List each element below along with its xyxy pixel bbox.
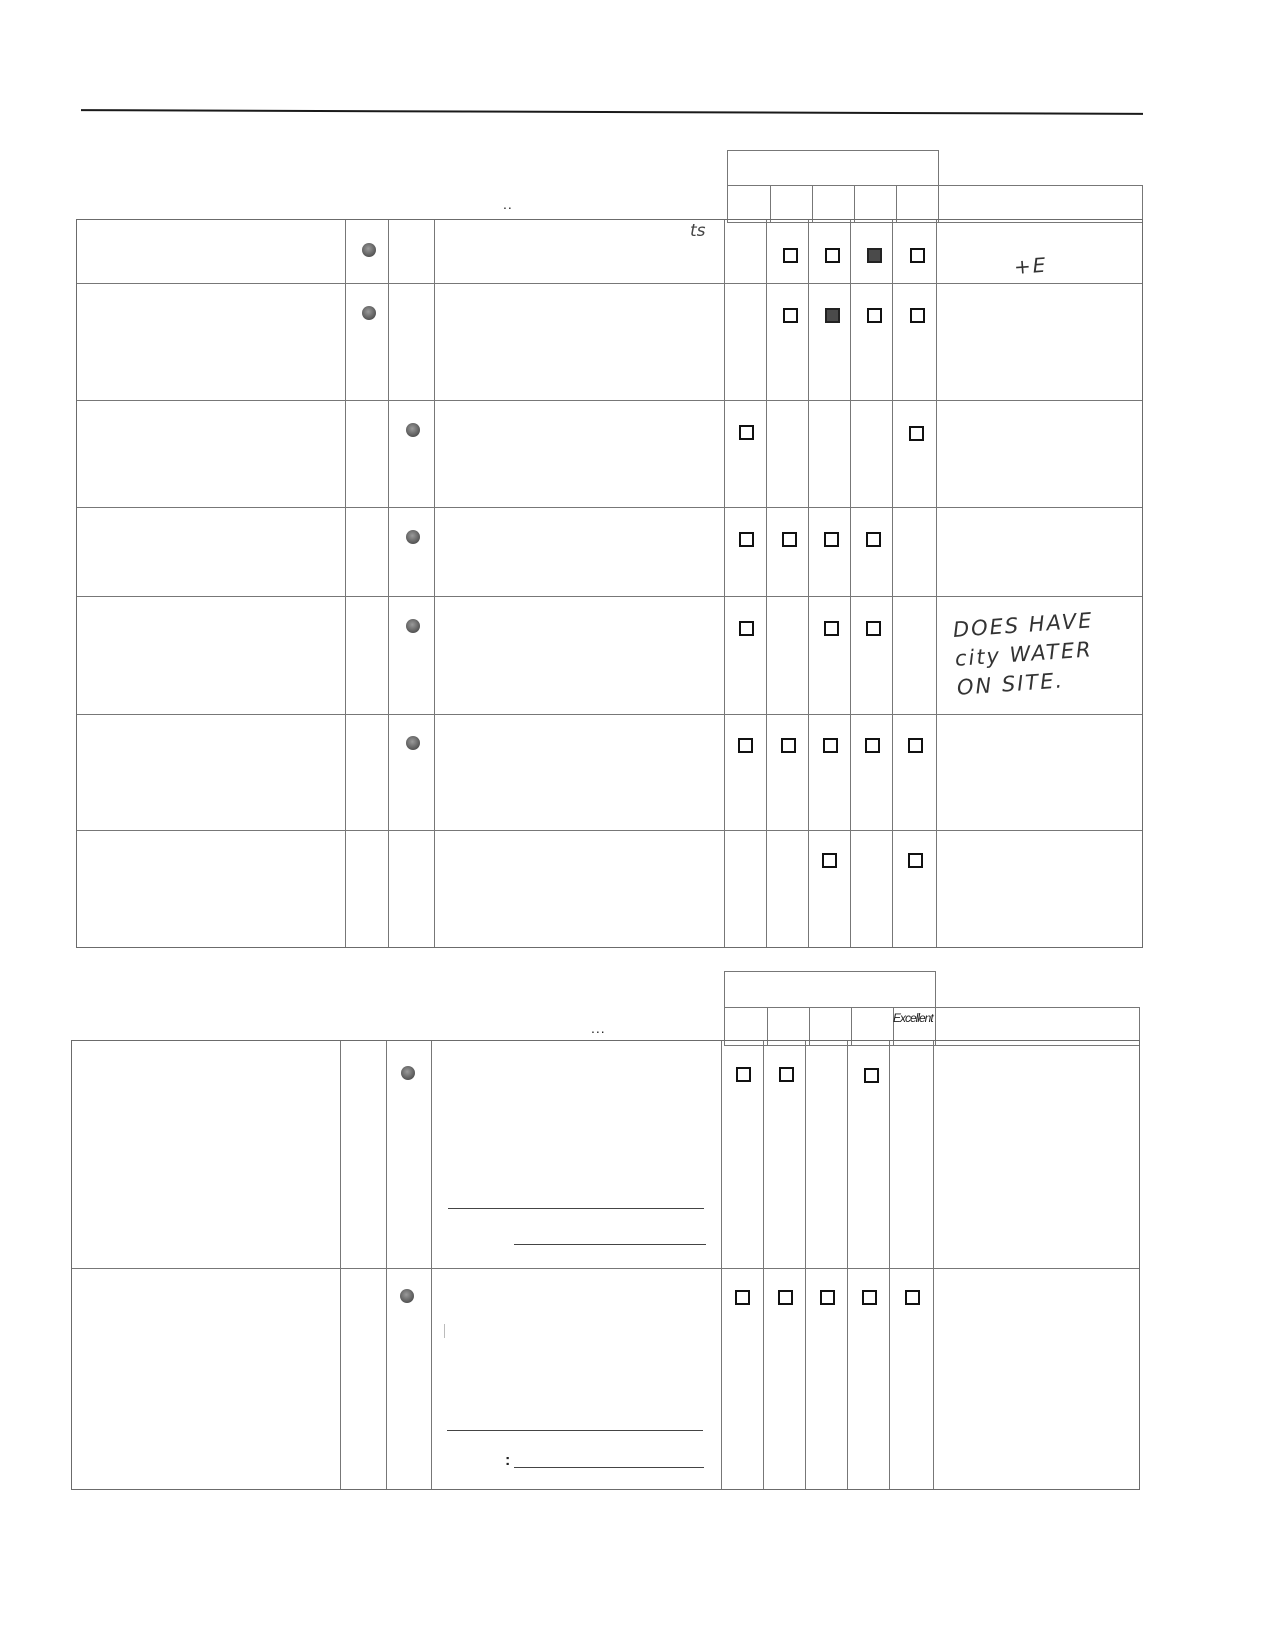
fill-in-line[interactable] [447, 1430, 703, 1431]
table1-row4-check1[interactable] [739, 532, 754, 547]
table1-row5-check3[interactable] [824, 621, 839, 636]
fill-in-line[interactable] [514, 1467, 704, 1468]
table2-rating-group-header [724, 971, 936, 1008]
table1-row-divider [77, 507, 1142, 508]
table1-rating-group-header [727, 150, 939, 186]
fill-in-colon: : [505, 1452, 512, 1469]
table1-row4-check3[interactable] [824, 532, 839, 547]
table1-row-divider [77, 400, 1142, 401]
table2-row2-check2[interactable] [778, 1290, 793, 1305]
fill-in-line[interactable] [514, 1244, 706, 1245]
table1-row-divider [77, 830, 1142, 831]
table1-row3-check5[interactable] [909, 426, 924, 441]
table2-row-divider [72, 1268, 1139, 1269]
table2-row1-check2[interactable] [779, 1067, 794, 1082]
table1-row7-check3[interactable] [822, 853, 837, 868]
table1-row2-check2[interactable] [783, 308, 798, 323]
table1-row6-check3[interactable] [823, 738, 838, 753]
table2-excellent-label: Excellent [893, 1011, 933, 1025]
table2-row2-check4[interactable] [862, 1290, 877, 1305]
table1-row1-check3[interactable] [825, 248, 840, 263]
table1-row1-dot[interactable] [362, 243, 376, 257]
table1-row-divider [77, 714, 1142, 715]
table1-row4-check4[interactable] [866, 532, 881, 547]
table1-row3-dot[interactable] [406, 423, 420, 437]
table1-row3-check1[interactable] [739, 425, 754, 440]
table2-row2-check1[interactable] [735, 1290, 750, 1305]
table2-row2-dot[interactable] [400, 1289, 414, 1303]
table1-row7-check5[interactable] [908, 853, 923, 868]
table2-row1-check1[interactable] [736, 1067, 751, 1082]
table2-header-mark: ... [591, 1020, 606, 1036]
table2-row2-check5[interactable] [905, 1290, 920, 1305]
faint-tick [444, 1324, 445, 1338]
table1-row1-check4[interactable] [867, 248, 882, 263]
table1-row2-dot[interactable] [362, 306, 376, 320]
table1-row6-check1[interactable] [738, 738, 753, 753]
table1-row2-check3[interactable] [825, 308, 840, 323]
table1-row2-check5[interactable] [910, 308, 925, 323]
table2-row1-dot[interactable] [401, 1066, 415, 1080]
table1-row-divider [77, 283, 1142, 284]
table1-row-divider [77, 596, 1142, 597]
table1-row1-check2[interactable] [783, 248, 798, 263]
table1-row6-check4[interactable] [865, 738, 880, 753]
table1 [76, 219, 1143, 948]
fill-in-line[interactable] [448, 1208, 704, 1209]
table1-row2-check4[interactable] [867, 308, 882, 323]
table1-rating-subheader [727, 185, 1143, 223]
table1-row6-check2[interactable] [781, 738, 796, 753]
table1-row6-check5[interactable] [908, 738, 923, 753]
table1-header-mark: .. [503, 196, 513, 212]
table1-row5-check4[interactable] [866, 621, 881, 636]
table1-row5-dot[interactable] [406, 619, 420, 633]
table2-row2-check3[interactable] [820, 1290, 835, 1305]
handwritten-mark: ts [690, 221, 706, 241]
table1-row4-dot[interactable] [406, 530, 420, 544]
table1-row6-dot[interactable] [406, 736, 420, 750]
handwritten-note-row5: DOES HAVE city WATER ON SITE. [952, 608, 1095, 700]
top-rule [81, 109, 1143, 115]
table2-row1-check4[interactable] [864, 1068, 879, 1083]
table1-row1-check5[interactable] [910, 248, 925, 263]
table1-row4-check2[interactable] [782, 532, 797, 547]
table1-row5-check1[interactable] [739, 621, 754, 636]
handwritten-note-row1: +E [1013, 252, 1049, 279]
table2 [71, 1040, 1140, 1490]
